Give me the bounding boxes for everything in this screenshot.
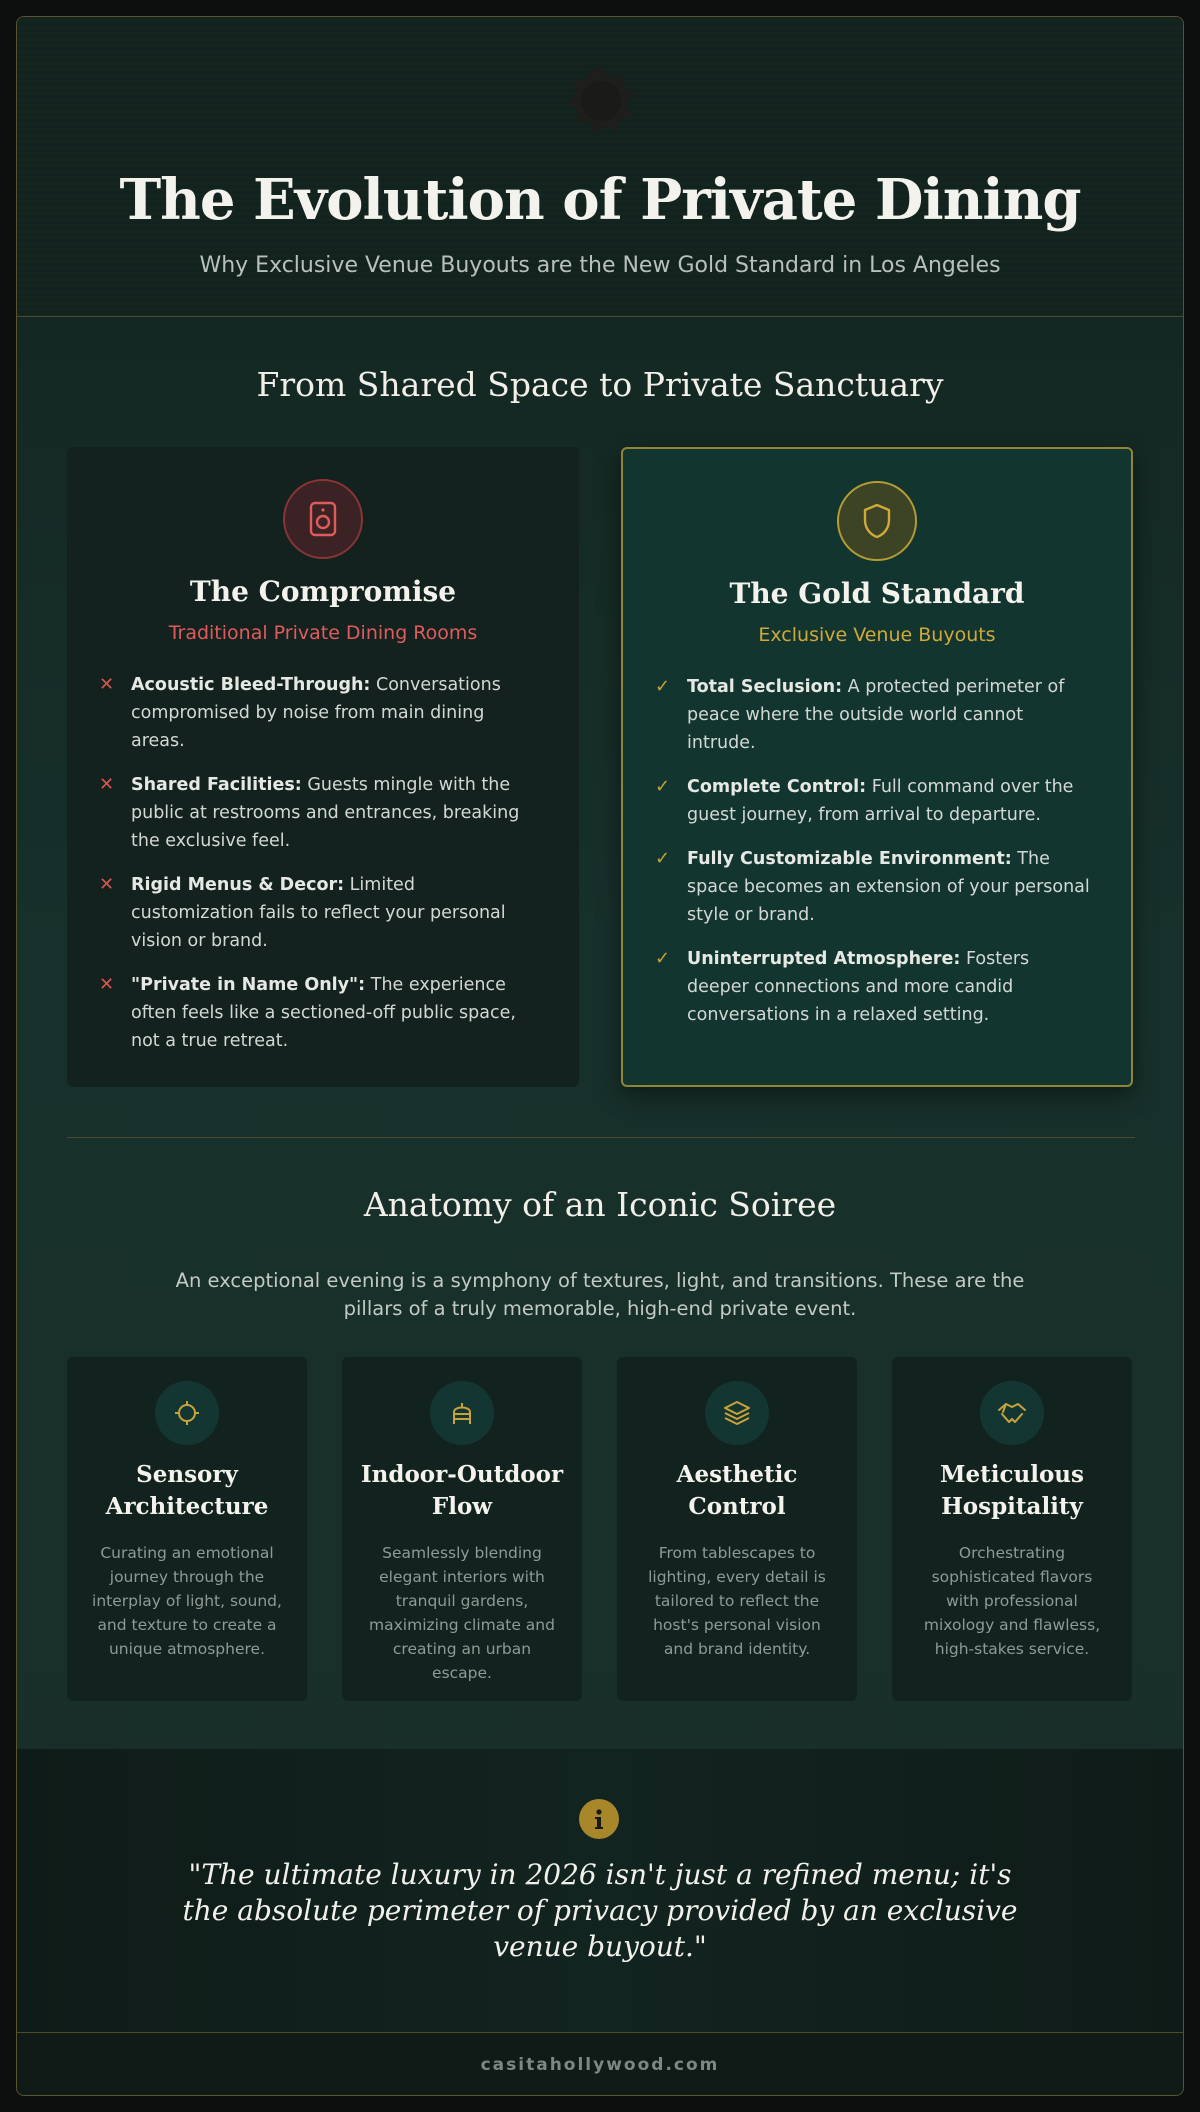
list-item: ✕ Shared Facilities: Guests mingle with the public at restrooms and entrances, breaking the exclusive feel. (99, 771, 539, 855)
cross-icon: ✕ (99, 974, 115, 995)
compromise-badge (283, 479, 363, 559)
seal-icon (565, 65, 637, 137)
pull-quote: "The ultimate luxury in 2026 isn't just a refined menu; it's the absolute perimeter of privacy provided by an exclusive venue buyout." (182, 1858, 1018, 1963)
crosshair-icon (172, 1398, 202, 1428)
section-divider (67, 1137, 1135, 1138)
list-item: ✕ Rigid Menus & Decor: Limited customization fails to reflect your personal vision or brand. (99, 871, 539, 955)
gold-title: The Gold Standard (729, 577, 1025, 610)
pillar-description: Curating an emotional journey through the interplay of light, sound, and texture to create a unique atmosphere. (92, 1544, 282, 1658)
check-icon: ✓ (655, 948, 671, 969)
check-icon: ✓ (655, 848, 671, 869)
compromise-title: The Compromise (189, 575, 457, 608)
list-item: ✓ Complete Control: Full command over the guest journey, from arrival to departure. (655, 773, 1091, 829)
header (17, 17, 1183, 317)
anatomy-title: Anatomy of an Iconic Soiree (363, 1185, 837, 1224)
comparison-title: From Shared Space to Private Sanctuary (256, 365, 944, 404)
gold-badge (837, 481, 917, 561)
pillar-title: Meticulous Hospitality (940, 1461, 1084, 1520)
list-item: ✓ Fully Customizable Environment: The space becomes an extension of your personal style or brand. (655, 845, 1091, 929)
compromise-list (99, 671, 539, 1071)
compromise-card (67, 447, 579, 1087)
info-icon (579, 1799, 619, 1839)
pillar-card-hospitality (892, 1357, 1132, 1701)
chair-icon (447, 1398, 477, 1428)
pillar-title: Aesthetic Control (676, 1461, 798, 1520)
gold-list (655, 673, 1091, 1045)
pillar-description: Orchestrating sophisticated flavors with professional mixology and flawless, high-stakes service. (923, 1544, 1101, 1658)
page-title: The Evolution of Private Dining (119, 167, 1081, 233)
page-subtitle: Why Exclusive Venue Buyouts are the New Gold Standard in Los Angeles (199, 253, 1001, 278)
pillar-card-sensory (67, 1357, 307, 1701)
shield-icon (861, 502, 893, 540)
check-icon: ✓ (655, 676, 671, 697)
layers-icon (722, 1398, 752, 1428)
handshake-icon (996, 1398, 1028, 1428)
anatomy-intro: An exceptional evening is a symphony of textures, light, and transitions. These are the pillars of a truly memorable, high-end private event. (175, 1269, 1025, 1320)
list-item: ✕ Acoustic Bleed-Through: Conversations compromised by noise from main dining areas. (99, 671, 539, 755)
gold-standard-card (621, 447, 1133, 1087)
cross-icon: ✕ (99, 674, 115, 695)
pillar-description: Seamlessly blending elegant interiors with tranquil gardens, maximizing climate and creating an urban escape. (369, 1544, 555, 1682)
speaker-icon (306, 500, 340, 538)
gold-subtitle: Exclusive Venue Buyouts (758, 624, 996, 646)
infographic-frame (16, 16, 1184, 2096)
check-icon: ✓ (655, 776, 671, 797)
compromise-subtitle: Traditional Private Dining Rooms (168, 622, 478, 644)
cross-icon: ✕ (99, 774, 115, 795)
pillar-card-aesthetic (617, 1357, 857, 1701)
cross-icon: ✕ (99, 874, 115, 895)
quote-section (17, 1749, 1183, 2033)
pillar-title: Indoor-Outdoor Flow (360, 1461, 564, 1520)
list-item: ✓ Total Seclusion: A protected perimeter of peace where the outside world cannot intrude. (655, 673, 1091, 757)
pillar-card-flow (342, 1357, 582, 1701)
pillar-description: From tablescapes to lighting, every detail is tailored to reflect the host's personal vision and brand identity. (648, 1544, 826, 1658)
pillar-title: Sensory Architecture (105, 1461, 269, 1520)
list-item: ✓ Uninterrupted Atmosphere: Fosters deeper connections and more candid conversations in a relaxed setting. (655, 945, 1091, 1029)
list-item: ✕ "Private in Name Only": The experience often feels like a sectioned-off public space, not a true retreat. (99, 971, 539, 1055)
footer-site: casitahollywood.com (17, 2033, 1183, 2096)
